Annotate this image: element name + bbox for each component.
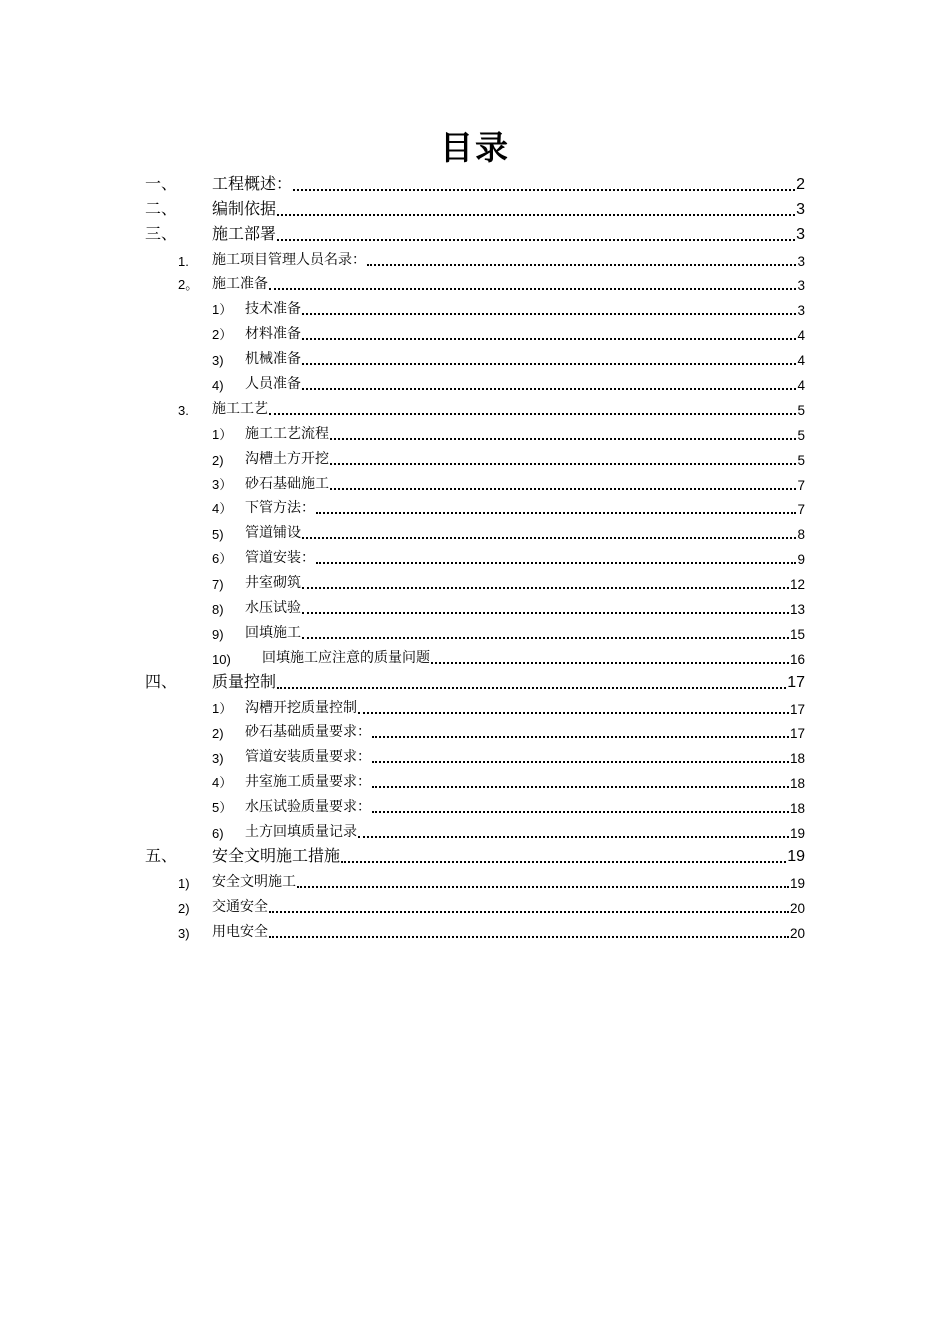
toc-entry-page: 7 [797,477,805,493]
toc-entry-body [245,348,805,372]
dot-leader [297,886,789,888]
toc-entry-body [212,843,805,870]
toc-entry-page: 5 [797,427,805,443]
toc-entry-page: 5 [797,452,805,468]
toc-entry-text: 回填施工应注意的质量问题 [262,649,430,666]
dot-leader [316,562,796,564]
toc-entry-text: 技术准备 [245,301,301,318]
toc-entry-number: 10) [212,651,231,667]
toc-entry-number: 四、 [145,671,178,691]
dot-leader [341,861,786,863]
toc-entry-page: 13 [789,602,805,618]
dot-leader [372,786,789,788]
dot-leader [372,761,789,763]
toc-entry-text: 安全文明施工措施 [212,845,341,865]
toc-entry-page: 19 [789,826,805,842]
toc-entry-page: 4 [797,353,805,369]
dot-leader [302,313,796,315]
dot-leader [277,214,795,216]
toc-entry-number: 4） [212,501,233,517]
toc-entry-number: 2) [178,900,190,916]
toc-entry-body [245,697,805,721]
toc-entry[interactable] [0,895,950,920]
dot-leader [269,911,789,913]
toc-entry[interactable] [0,745,950,770]
toc-entry-body [245,423,805,447]
toc-entry-number: 2) [212,452,224,468]
toc-entry-text: 回填施工 [245,624,301,641]
toc-entry-number: 3. [178,402,189,418]
toc-entry-text: 井室砌筑 [245,575,301,592]
toc-entry-page: 3 [796,200,805,218]
toc-entry-page: 17 [789,726,805,742]
toc-entry-text: 施工工艺 [212,400,268,417]
toc-entry-text: 质量控制 [212,671,277,691]
toc-entry-body [212,398,805,422]
toc-entry-text: 沟槽土方开挖 [245,450,329,467]
toc-entry[interactable] [0,770,950,795]
toc-entry-number: 4) [212,378,224,394]
dot-leader [302,637,789,639]
toc-entry[interactable] [0,621,950,646]
dot-leader [316,512,796,514]
toc-entry-page: 19 [789,875,805,891]
toc-entry-text: 安全文明施工 [212,873,296,890]
toc-entry-page: 7 [797,502,805,518]
toc-entry-text: 井室施工质量要求： [245,774,371,791]
toc-entry-number: 1) [178,875,190,891]
toc-entry-body [245,746,805,770]
toc-entry-text: 机械准备 [245,351,301,368]
toc-entry-body [245,497,805,521]
toc-entry[interactable] [0,671,950,696]
dot-leader [269,936,789,938]
dot-leader [269,413,796,415]
toc-entry-page: 17 [789,701,805,717]
toc-entry-number: 1） [212,426,233,442]
toc-entry[interactable] [0,721,950,746]
dot-leader [367,264,796,266]
toc-entry[interactable] [0,845,950,870]
toc-entry-text: 材料准备 [245,326,301,343]
dot-leader [302,612,789,614]
toc-entry-text: 施工部署 [212,223,277,243]
toc-entry-page: 3 [797,253,805,269]
toc-entry-text: 土方回填质量记录 [245,824,357,841]
toc-entry-body [245,373,805,397]
toc-entry-page: 20 [789,925,805,941]
toc-entry[interactable] [0,422,950,447]
toc-entry-text: 管道铺设 [245,525,301,542]
toc-entry-number: 8) [212,602,224,618]
toc-entry-page: 16 [789,651,805,667]
dot-leader [358,712,789,714]
toc-entry-body [212,871,805,895]
dot-leader [302,537,796,539]
toc-entry[interactable] [0,297,950,322]
toc-entry-body [245,522,805,546]
toc-entry-page: 19 [787,847,805,865]
toc-entry-body [245,572,805,596]
toc-entry-body [245,771,805,795]
toc-entry-page: 4 [797,328,805,344]
toc-entry-text: 砂石基础施工 [245,475,329,492]
dot-leader [372,811,789,813]
toc-entry[interactable] [0,596,950,621]
toc-entry-body [245,547,805,571]
toc-entry-page: 12 [789,577,805,593]
toc-entry[interactable] [0,372,950,397]
toc-entry-body [212,249,805,273]
toc-entry-body [212,171,805,198]
toc-entry-number: 三、 [145,223,178,243]
toc-entry-page: 15 [789,626,805,642]
toc-entry-body [212,669,805,696]
toc-entry-page: 17 [787,673,805,691]
dot-leader [302,338,796,340]
toc-entry-body [245,721,805,745]
toc-entry-number: 2） [212,327,233,343]
toc-entry-body [245,597,805,621]
toc-entry[interactable] [0,198,950,223]
dot-leader [302,363,796,365]
toc-entry[interactable] [0,497,950,522]
toc-entry-number: 1） [212,700,233,716]
dot-leader [330,488,796,490]
dot-leader [277,687,786,689]
toc-entry-text: 下管方法： [245,500,315,517]
toc-entry-number: 3） [212,476,233,492]
toc-entry-number: 2) [212,726,224,742]
toc-entry-number: 9) [212,626,224,642]
toc-entry-body [245,796,805,820]
toc-entry-body [245,323,805,347]
toc-entry-body [212,273,805,297]
table-of-contents [0,173,950,945]
toc-entry[interactable] [0,521,950,546]
toc-entry-page: 4 [797,378,805,394]
toc-entry-number: 6) [212,826,224,842]
toc-entry[interactable] [0,696,950,721]
dot-leader [330,463,796,465]
dot-leader [302,587,789,589]
toc-entry-page: 5 [797,402,805,418]
toc-entry-number: 3) [178,925,190,941]
toc-entry[interactable] [0,870,950,895]
toc-entry-page: 20 [789,900,805,916]
toc-entry-number: 5） [212,800,233,816]
toc-entry-number: 7) [212,577,224,593]
toc-entry-body [245,448,805,472]
toc-entry-text: 编制依据 [212,198,277,218]
toc-entry[interactable] [0,347,950,372]
toc-entry[interactable] [0,920,950,945]
toc-entry-body [212,921,805,945]
toc-entry-page: 3 [797,303,805,319]
dot-leader [277,239,795,241]
toc-entry-text: 砂石基础质量要求： [245,724,371,741]
toc-entry-body [212,196,805,223]
toc-entry-body [245,473,805,497]
toc-entry-page: 3 [796,225,805,243]
toc-entry-text: 用电安全 [212,923,268,940]
toc-entry[interactable] [0,322,950,347]
toc-entry-text: 沟槽开挖质量控制 [245,699,357,716]
toc-entry-number: 6） [212,551,233,567]
toc-entry-body [245,298,805,322]
toc-entry-text: 水压试验 [245,600,301,617]
toc-entry-text: 水压试验质量要求： [245,799,371,816]
toc-entry[interactable] [0,546,950,571]
toc-entry-page: 18 [789,801,805,817]
toc-entry-page: 2 [796,175,805,193]
toc-entry[interactable] [0,223,950,248]
toc-entry-page: 3 [797,278,805,294]
toc-entry[interactable] [0,571,950,596]
toc-entry-text: 交通安全 [212,898,268,915]
toc-entry-number: 1） [212,302,233,318]
dot-leader [358,836,789,838]
toc-entry-text: 施工项目管理人员名录： [212,251,366,268]
toc-entry-number: 5) [212,527,224,543]
toc-entry[interactable] [0,397,950,422]
toc-entry-number: 1. [178,253,189,269]
toc-entry-page: 8 [797,527,805,543]
toc-entry-text: 管道安装质量要求： [245,749,371,766]
toc-entry-number: 3) [212,751,224,767]
toc-entry-number: 二、 [145,198,178,218]
toc-entry-number: 五、 [145,845,178,865]
toc-entry-page: 18 [789,776,805,792]
toc-entry-body [245,821,805,845]
toc-entry-body [212,896,805,920]
dot-leader [302,388,796,390]
dot-leader [330,438,796,440]
toc-entry[interactable] [0,820,950,845]
toc-entry-body [245,622,805,646]
toc-entry[interactable] [0,248,950,273]
toc-entry-text: 工程概述： [212,173,293,193]
dot-leader [372,736,789,738]
toc-entry-text: 施工准备 [212,276,268,293]
toc-entry-text: 管道安装： [245,550,315,567]
toc-entry-page: 9 [797,552,805,568]
dot-leader [431,662,789,664]
toc-entry-body [262,647,805,671]
toc-entry[interactable] [0,447,950,472]
toc-entry[interactable] [0,472,950,497]
toc-entry-body [212,221,805,248]
toc-entry[interactable] [0,273,950,298]
toc-entry-text: 施工工艺流程 [245,425,329,442]
toc-entry-number: 一、 [145,173,178,193]
toc-entry[interactable] [0,795,950,820]
toc-entry-number: 2。 [178,277,199,293]
dot-leader [269,288,796,290]
toc-title: 目录 [440,128,510,167]
dot-leader [293,189,795,191]
toc-entry[interactable] [0,646,950,671]
toc-entry-text: 人员准备 [245,376,301,393]
toc-entry-number: 4） [212,775,233,791]
toc-entry-page: 18 [789,751,805,767]
toc-entry-number: 3) [212,353,224,369]
toc-entry[interactable] [0,173,950,198]
